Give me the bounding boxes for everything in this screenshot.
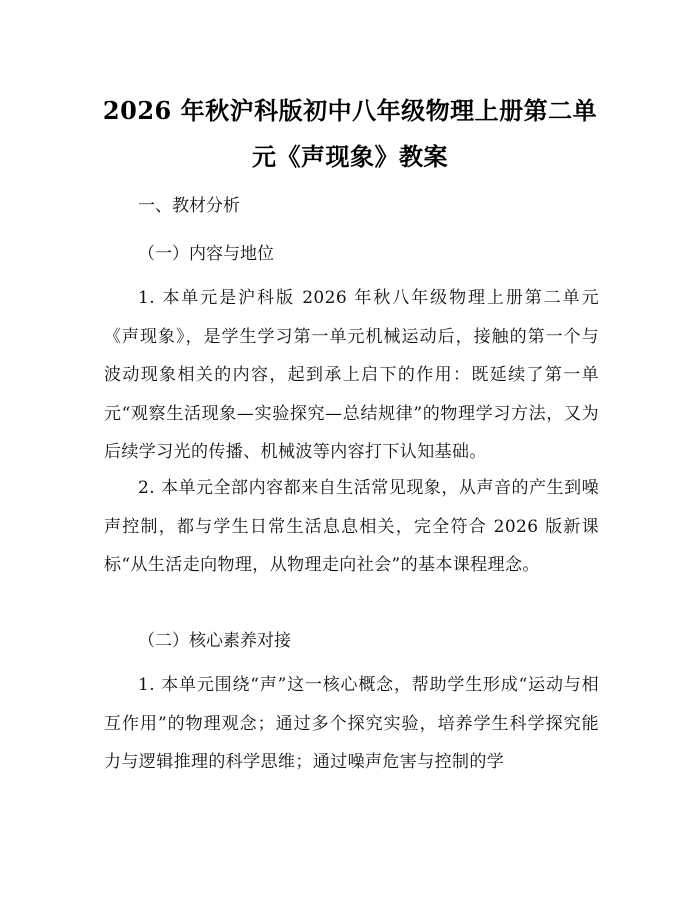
subsection-heading-core-literacy: （二）核心素养对接 (138, 631, 291, 651)
document-title (100, 88, 600, 180)
title-line-1: 2026 年秋沪科版初中八年级物理上册第二单 (102, 96, 598, 125)
paragraph-1: 1. 本单元是沪科版 2026 年秋八年级物理上册第二单元《声现象》，是学生学习第一单元机械运动后，接触的第一个与波动现象相关的内容，起到承上启下的作用：既延续了第一单元“观察生活现象—实验探究—总结规律”的物理学习方法，又为后续学习光的传播、机械波等内容打下认知基础。 (104, 288, 599, 462)
section-heading-teaching-material-analysis: 一、教材分析 (138, 196, 240, 216)
title-line-2: 元《声现象》教案 (252, 142, 448, 171)
paragraph-3: 1. 本单元围绕“声”这一核心概念，帮助学生形成“运动与相互作用”的物理观念；通过多个探究实验，培养学生科学探究能力与逻辑推理的科学思维；通过噪声危害与控制的学 (104, 675, 599, 772)
subsection-heading-content-and-position: （一）内容与地位 (138, 244, 274, 264)
paragraph-2: 2. 本单元全部内容都来自生活常见现象，从声音的产生到噪声控制，都与学生日常生活息息相关，完全符合 2026 版新课标“从生活走向物理，从物理走向社会”的基本课程理念。 (104, 478, 599, 575)
